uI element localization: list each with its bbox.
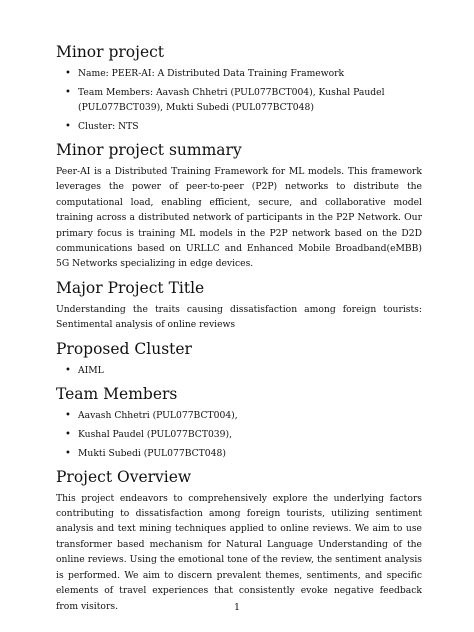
list-item-cluster-aiml: • AIML [56, 363, 422, 378]
section-team-members [56, 384, 422, 461]
list-item-cluster: • Cluster: NTS [56, 119, 422, 134]
heading-proposed-cluster: Proposed Cluster [56, 339, 192, 358]
section-minor-summary [56, 140, 422, 272]
minor-summary-text: Peer-AI is a Distributed Training Framework for ML models. This framework leverages the power of peer-to-peer (P2P) networks to distribute the computational load, enabling efficient, secure, and collaborative model training across a distributed network of participants in the P2P Network. Our primary focus is training ML models in the P2P network based on the D2D communications based on URLLC and Enhanced Mobile Broadband(eMBB) 5G Networks specializing in edge devices. [56, 166, 422, 270]
page-number: 1 [233, 602, 241, 613]
team-members-list [56, 408, 422, 461]
list-item-member: • Mukti Subedi (PUL077BCT048) [56, 446, 422, 461]
section-proposed-cluster [56, 339, 422, 378]
list-item-name: • Name: PEER-AI: A Distributed Data Training Framework [56, 66, 422, 81]
document-page [56, 42, 422, 620]
heading-major-title: Major Project Title [56, 278, 205, 297]
heading-minor-project: Minor project [56, 43, 165, 61]
proposed-cluster-list [56, 363, 422, 378]
heading-team-members: Team Members [56, 384, 178, 403]
section-major-title [56, 278, 422, 333]
list-item-team: • Team Members: Aavash Chhetri (PUL077BCT004), Kushal Paudel (PUL077BCT039), Mukti Subedi (PUL077BCT048) [56, 85, 422, 115]
minor-project-list [56, 66, 422, 134]
heading-minor-summary: Minor project summary [56, 141, 242, 159]
section-minor-project [56, 42, 422, 134]
section-project-overview [56, 467, 422, 614]
list-item-member: • Aavash Chhetri (PUL077BCT004), [56, 408, 422, 423]
major-title-text: Understanding the traits causing dissatisfaction among foreign tourists: Sentimental analysis of online reviews [56, 303, 422, 331]
heading-project-overview: Project Overview [56, 467, 192, 486]
list-item-member: • Kushal Paudel (PUL077BCT039), [56, 427, 422, 442]
project-overview-text: This project endeavors to comprehensively explore the underlying factors contributing to dissatisfaction among foreign tourists, utilizing sentiment analysis and text mining techniques applied to online reviews. We aim to use transformer based mechanism for Natural Language Understanding of the online reviews. Using the emotional tone of the review, the sentiment analysis is performed. We aim to discern prevalent themes, sentiments, and specific elements of travel experiences that consistently evoke negative feedback from visitors. [56, 492, 422, 612]
